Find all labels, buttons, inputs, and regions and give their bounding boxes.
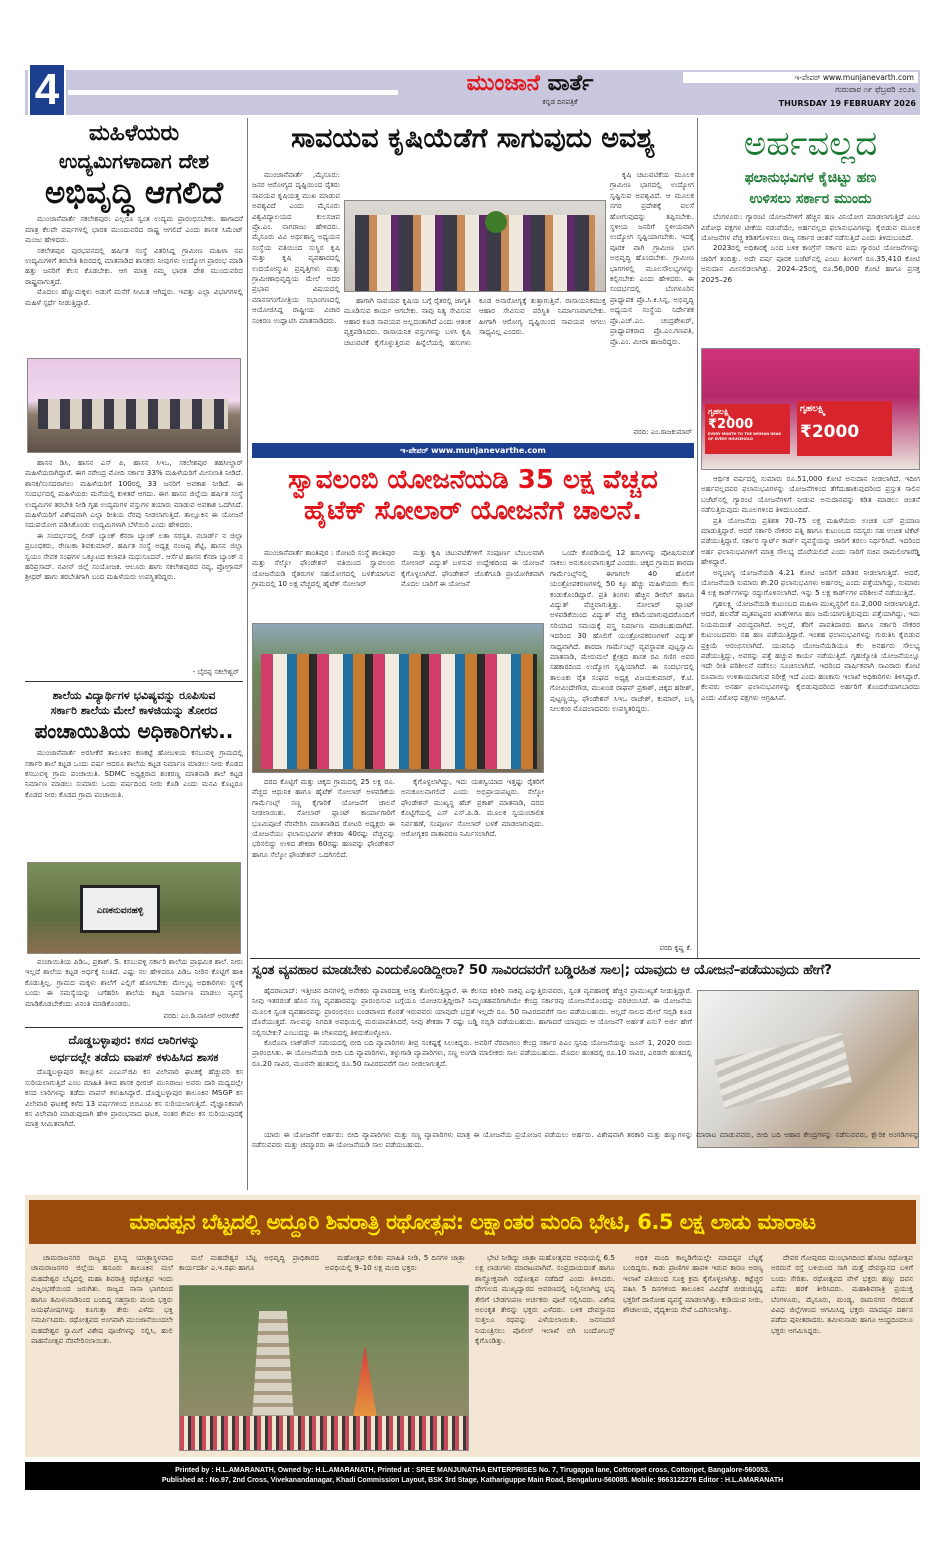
paragraph: ದೊಡ್ಡಬಳ್ಳಾಪುರ ತಾಲ್ಲೂಕಿನ ಎಂಎಸ್‌ಜಿಪಿ ಕಸ ವಿಲೇವಾರಿ ಘಟಕಕ್ಕೆ ಹೆಚ್ಚುವರಿ ಕಸ ಸುರಿಯಲಾಗುತ್ತಿದೆ ಎಂಬ ಮಾಹಿತಿ ತಿಳಿದ ಶಾಸಕ ಧೀರಜ್ ಮುನಿರಾಜು ಅವರು ದಾರಿ ಮಧ್ಯದಲ್ಲೇ ಕಸದ ಲಾರಿಗಳನ್ನು ತಡೆದು ವಾಪಸ್ ಕಳುಹಿಸಿದ್ದಾರೆ. ದೊಡ್ಡಬಳ್ಳಾಪುರ ತಾಲೂಕಿನ MSGP ಕಸ ವಿಲೇವಾರಿ ಘಟಕಕ್ಕೆ ಕಳೆದ 13 ವರ್ಷಗಳಿಂದ ಬಿಬಿಎಂಪಿ ಕಸ ಸುರಿಯಲಾಗುತ್ತಿದೆ. ವೈಜ್ಞಾನಿಕವಾಗಿ ಕಸ ವಿಲೇವಾರಿ ಮಾಡುವುದಾಗಿ ಹೇಳಿ ಪ್ರಾರಂಭವಾದ ಘಟಕ, ನಂತರ ಕೇವಲ ಕಸ ಸುರಿಯುವುದಕ್ಕೆ ಮಾತ್ರ ಸೀಮಿತವಾಗಿದೆ. bbox=[25, 1067, 243, 1129]
placard-title: ಗೃಹಲಕ್ಷ್ಮಿ bbox=[800, 404, 826, 414]
paragraph: ಮುಂಜಾನೆವಾರ್ತೆ ,ಮೈಸೂರು: ಜನರ ಆರೋಗ್ಯದ ದೃಷ್ಟಿಯಿಂದ ರೈತರು ಸಾವಯವ ಕೃಷಿಯತ್ತ ಮುಖ ಮಾಡುವ ಅವಶ್ಯವಿದೆ ಎಂದು ಮೈಸೂರು ವಿಶ್ವವಿದ್ಯಾಲಯದ ಕುಲಸಚಿವ ಪ್ರೊ.ಎಂ. ನಾಗರಾಜು ಹೇಳಿದರು. ಮೈಸೂರು ವಿವಿ ಅರ್ಥಶಾಸ್ತ್ರ ಅಧ್ಯಯನ ಸಂಸ್ಥೆಯ ವತಿಯಿಂದ ಸುಸ್ಥಿರ ಕೃಷಿ ಮತ್ತು ಕೃಷಿ ವ್ಯವಹಾರದಲ್ಲಿ ಉದಯೋನ್ಮುಖ ಪ್ರವೃತ್ತಿಗಳು ಮತ್ತು ಗ್ರಾಮೀಣಾಭಿವೃದ್ಧಿಯ ಮೇಲೆ ಅದರ ಪ್ರಭಾವ ವಿಷಯದಲ್ಲಿ ಮಾನಸಗಂಗೋತ್ರಿಯ ಸಭಾಂಗಣದಲ್ಲಿ ಆಯೋಜಿಸಿದ್ದ ರಾಷ್ಟ್ರೀಯ ವಿಚಾರ ಸಂಕಿರಣ ಉದ್ಘಾಟಿಸಿ ಮಾತನಾಡಿದರು. bbox=[252, 170, 340, 325]
column bbox=[252, 777, 395, 955]
masthead-strip bbox=[68, 90, 398, 95]
event-photo bbox=[27, 358, 241, 453]
article-solar bbox=[252, 460, 694, 956]
paragraph: ಅಧಿಕ ಮಂದಿ ಕಾಲ್ನಡಿಗೆಯಲ್ಲೇ ಮಾದಪ್ಪನ ಬೆಟ್ಟಕ್ಕೆ ಬಂದಿದ್ದರು. ಕಾಡು ಪ್ರಾಣಿಗಳ ಹಾವಳಿ ಇರುವ ಕಾರಣ ಅರಣ್ಯ ಇಲಾಖೆ ವತಿಯಿಂದ ಸೂಕ್ತ ಕ್ರಮ ಕೈಗೊಳ್ಳಲಾಗಿತ್ತು. ಕಟ್ಟೆಚ್ಚರ ವಹಿಸಿ 5 ದಿನಗಳಿಂದ ತಾಲೂಕಿನ ವಿವಿಧೆಡೆ ಬೀಡುಬಿಟ್ಟಿದ್ದ ಭಕ್ತರಿಗೆ ದಾಸೋಹ ವ್ಯವಸ್ಥೆ ಮಾಡಲಾಗಿತ್ತು. ಕುಡಿಯುವ ನೀರು, ಶೌಚಾಲಯ, ವೈದ್ಯಕೀಯ ಸೇವೆ ಒದಗಿಸಲಾಗಿತ್ತು. bbox=[623, 1253, 763, 1315]
column bbox=[252, 170, 340, 435]
gruhalakshmi-launch-photo bbox=[701, 348, 920, 470]
placard bbox=[705, 404, 790, 454]
paragraph: ಮೊದಲು ಹೆಣ್ಣುಮಕ್ಕಳು ಅಡುಗೆ ಮನೆಗೆ ಸೀಮಿತ ಆಗಿದ್ದರು. ಇವತ್ತು ಎಲ್ಲಾ ವಿಭಾಗಗಳಲ್ಲಿ ಮಹಿಳೆ ಸ್ಪರ್ಧೆ ನೀಡುತ್ತಿದ್ದಾರೆ. bbox=[25, 287, 243, 307]
solar-inauguration-photo bbox=[252, 623, 544, 773]
article-ineligible-beneficiaries bbox=[701, 118, 920, 956]
paragraph: ಪ್ರತಿ ಯೋಜನೆಯ ಪ್ರತಿಶತ 70–75 ಲಕ್ಷ ಮಹಿಳೆಯರು ಉಚಿತ ಬಸ್ ಪ್ರಯಾಣ ಮಾಡುತ್ತಿದ್ದಾರೆ. ಆದರೆ ಸರ್ಕಾರಿ ನೌಕರರ ಪತ್ನಿ ಹಾಗೂ ಕುಟುಂಬದ ಸದಸ್ಯರು ಸಹ ಉಚಿತ ಟಿಕೆಟ್ ಪಡೆಯುತ್ತಿದ್ದಾರೆ. ಸರ್ಕಾರ ಸ್ಮಾರ್ಟ್ ಕಾರ್ಡ್ ವ್ಯವಸ್ಥೆಯನ್ನು ಜಾರಿಗೆ ತರಲು ನಿರ್ಧರಿಸಿದೆ. ಇದರಿಂದ ಅರ್ಹ ಫಲಾನುಭವಿಗಳಿಗೆ ಮಾತ್ರ ಸೌಲಭ್ಯ ದೊರೆಯಲಿದೆ ಎಂದು ಸಾರಿಗೆ ಸಚಿವ ರಾಮಲಿಂಗಾರೆಡ್ಡಿ ಹೇಳಿದ್ದಾರೆ. bbox=[701, 515, 920, 567]
paragraph: ಬೆಂಗಳೂರು: ಗ್ಯಾರಂಟಿ ಯೋಜನೆಗಳಿಗೆ ಹೆಚ್ಚಿನ ಹಣ ವಿನಿಯೋಗ ಮಾಡಲಾಗುತ್ತಿದೆ ಎಂಬ ವಿರೋಧ ಪಕ್ಷಗಳ ಟೀಕೆಯ ನಡುವೆಯೇ, ಅರ್ಹವಲ್ಲದ ಫಲಾನುಭವಿಗಳನ್ನು ಕೈಬಿಡುವ ಮೂಲಕ ಯೋಜನೆಗಳ ವೆಚ್ಚ ಕಡಿತಗೊಳಿಸಲು ರಾಜ್ಯ ಸರ್ಕಾರ ಚಿಂತನೆ ನಡೆಸುತ್ತಿದೆ ಎಂದು ತಿಳಿದುಬಂದಿದೆ. bbox=[701, 212, 920, 242]
logo-black: ವಾರ್ತೆ bbox=[547, 71, 594, 96]
article-body-continued bbox=[701, 474, 920, 954]
placard bbox=[797, 401, 892, 456]
column bbox=[771, 1253, 913, 1451]
paragraph: ಕೈಗೊಳ್ಳಲಾಗಿದ್ದು, ಇದು ಯಶಸ್ವಿಯಾದ ಇತ್ತಷ್ಟು ರೈತರಿಗೆ ಅನುಕೂಲವಾಗಲಿದೆ ಎಂದು ಅಭಿಪ್ರಾಯಪಟ್ಟರು. ಸೆಲ್ಕೋ ಫೌಂಡೇಶನ್ ಮುಖ್ಯಸ್ಥ ಹೆಚ್ ಪ್ರಕಾಶ್ ಮಾತನಾಡಿ, ದರದ ಕೊಟ್ಟಿಗೆಯಲ್ಲಿ ಎಸ್ ಎಸ್.ಪಿ.ಡಿ. ಮೂಲಕ ಸ್ವಯಂಚಾಲಿತ ನಿರ್ವಹಣೆ, ಸಂಪೂರ್ಣ ಸೋಲಾರ್ ಬಳಕೆ ಮಾಡಲಾಗುವುದು. ಆರೋಗ್ಯಕರ ವಾತಾವರಣ ನಿರ್ಮಿಸಲಾಗಿದೆ. bbox=[401, 777, 544, 839]
sign-board: ಎಣಕನುವನಹಳ್ಳಿ bbox=[80, 885, 160, 933]
column bbox=[179, 1253, 319, 1283]
article-garbage-lorries bbox=[25, 1030, 243, 1190]
paragraph: ಒಂದೇ ಕೊಠಡಿಯಲ್ಲಿ 12 ಹಸುಗಳನ್ನು ಪೋಷಿಸುವಂತೆ ಸಾಕಲು ಅನುಕೂಲವಾಗುತ್ತದೆ ಎಂದರು. ಚಿಕ್ಕದ ಗ್ರಾಮದ ಶಾರದಾ ಗಾರ್ಮೆಂಟ್ಸ್‌ನಲ್ಲಿ ಈಗಾಗಲೇ 40 ಹೊಲಿಗೆ ಯಂತ್ರೋಪಕರಣಗಳಲ್ಲಿ 50 ಕ್ಕೂ ಹೆಚ್ಚು ಮಹಿಳೆಯರು ಕೆಲಸ ಕಂಡುಕೊಂಡಿದ್ದಾರೆ. ಪ್ರತಿ ತಿಂಗಳು ಹೆಚ್ಚಿನ ಡೀಸೆಲ್ ಹಾಗೂ ವಿದ್ಯುತ್ ವೆಚ್ಚವಾಗುತ್ತಿತ್ತು. ಸೋಲಾರ್ ಪ್ಲಾಂಟ್ ಅಳವಡಿಕೆಯಿಂದ ವಿದ್ಯುತ್ ವೆಚ್ಚ ಕಡಿಮೆಯಾಗುವುದರೊಂದಿಗೆ ಸರಿಯಾದ ಸಮಯಕ್ಕೆ ವಸ್ತ್ರ ನಿರ್ಮಾಣ ಮಾಡಬಹುದಾಗಿದೆ. ಇದರಿಂದ 30 ಹೊಲಿಗೆ ಯಂತ್ರೋಪಕರಣಗಳಿಗೆ ವಿದ್ಯುತ್ ಸಾಧ್ಯವಾಗಿದೆ. ಶಾರದಾ ಗಾರ್ಮೆಂಟ್ಸ್ ವ್ಯವಸ್ಥಾಪಕ ಪುಟ್ಟಸ್ವಾಮಿ ಮಾತನಾಡಿ, ಮೇರುಮಲೆ ಕ್ಷೇತ್ರದ ಶಾಸಕ ರವಿ ಗಣಿಗ ಅವರ ಸಹಕಾರದಿಂದ ಉದ್ಯೋಗ ಸೃಷ್ಟಿಯಾಗಿದೆ. ಈ ಸಂದರ್ಭದಲ್ಲಿ ತಾಲೂಕು ರೈತ ಸಂಘದ ಅಧ್ಯಕ್ಷ ವಿಜಯಕುಮಾರ್, ಕೆ.ಟಿ. ಗೋವಿಂದೇಗೌಡ, ಮುಖಂಡ ರಾಘವ್ ಪ್ರಕಾಶ್, ಚಿಕ್ಕದ ಹರೀಶ್, ಪುಟ್ಟಣ್ಣಯ್ಯ, ಫೌಂಡೇಶನ್ ಸಿಇಒ ರಾಜೇಶ್, ಕುಮಾರ್, ಬಸ್ಸಿ ನೀಲಕಂಠ ಮೊದಲಾದವರು ಉಪಸ್ಥಿತರಿದ್ದರು. bbox=[550, 548, 694, 714]
placard-subtitle: EVERY MONTH TO THE WOMAN HEAD OF EVERY HOUSEHOLD bbox=[708, 432, 782, 441]
paragraph: ಸಕಲೇಶಪುರ ಪುರಭವನದಲ್ಲಿ ಹರ್ಷಿತ ಸಂಸ್ಥೆ ವಿತರಿಸಿದ್ದ ಗ್ರಾಮೀಣ ಮಹಿಳಾ ನವ ಉದ್ಯಮಿಗಳಿಗೆ ತರಬೇತಿ ಶಿಬಿರದಲ್ಲಿ ಮಾತನಾಡಿದ ಶಾಸಕರು ನೀವುಗಳು ಉದ್ಯೋಗ ಪ್ರಾರಂಭ ಮಾಡಿ ಹತ್ತು ಜನರಿಗೆ ಕೆಲಸ ಕೊಡಬೇಕು. ಆಗ ಮಾತ್ರ ನಮ್ಮ ಭಾರತ ದೇಶ ಮುಂದುವರಿದ ರಾಷ್ಟ್ರವಾಗುತ್ತದೆ. bbox=[25, 245, 243, 286]
article-body bbox=[25, 1067, 243, 1177]
paragraph: ಮುಂಜಾನೆವಾರ್ತೆ ಅರಸೀಕೆರೆ ತಾಲೂಕಿನ ಕಣಕಟ್ಟೆ ಹೋಬಳಿಯ ಕಸಬುವಳ್ಳಿ ಗ್ರಾಮದಲ್ಲಿ ಸರ್ಕಾರಿ ಶಾಲೆ ಕಟ್ಟಡ ಒಂದು ವರ್ಷ ಆದರೂ ಶಾಲೆಯ ಕಟ್ಟಡ ನಿರ್ಮಾಣ ಮಾಡಲು ನೀರು ಕೊಡದ ಕಸಬುವಳ್ಳಿ ಗ್ರಾಮ ಪಂಚಾಯಿತಿ. SDMC ಅಧ್ಯಕ್ಷರಾದ ಶಂಕರಣ್ಣ ಮಾತನಾಡಿ ಶಾಲೆ ಕಟ್ಟಡ ನಿರ್ಮಾಣ ಮಾಡಲು ಸುಮಾರು ಒಂದು ವರ್ಷದಿಂದ ನೀರು ಕೊಡಿ ಎಂದು ಮನವಿ ಕೊಟ್ಟರೂ ಕೊಡದ ನೀರು ಕೊಡದ ಗ್ರಾಮ ಪಂಚಾಯಿತಿ. bbox=[25, 748, 243, 799]
paragraph: ಹೈದರಾಬಾದ್: ಇತ್ತೀಚಿನ ದಿನಗಳಲ್ಲಿ ಅನೇಕರು ವ್ಯಾಪಾರದತ್ತ ಆಸಕ್ತಿ ತೋರಿಸುತ್ತಿದ್ದಾರೆ. ಈ ಕೆಲಸದ ಕಿರಿಕಿರಿ ಸಾಕಪ್ಪ ಎನ್ನುತ್ತಿರುವವರು, ಸ್ವಂತ ವ್ಯವಹಾರಕ್ಕೆ ಹೆಚ್ಚಿನ ಪ್ರಾಮುಖ್ಯತೆ ನೀಡುತ್ತಿದ್ದಾರೆ. ನೀವು ಇತರರಂತೆ ಹೊಸ ಸಣ್ಣ ವ್ಯವಹಾರವನ್ನು ಪ್ರಾರಂಭಿಸುವ ಬಗ್ಗೆಯೂ ಯೋಚಿಸುತ್ತಿದ್ದೀರಾ? ನಿಮ್ಮಂತಹವರಿಗಾಗಿಯೇ ಕೇಂದ್ರ ಸರ್ಕಾರವು ಯೋಜನೆಯೊಂದನ್ನು ಪರಿಚಯಿಸಿದೆ. ಈ ಯೋಜನೆಯ ಮೂಲಕ ಸ್ವಂತ ವ್ಯವಹಾರವನ್ನು ಪ್ರಾರಂಭಿಸಲು ಬಂಡವಾಳದ ಕೊರತೆ ಇರುವವರು ಯಾವುದೇ ಭದ್ರತೆ ಇಲ್ಲದೇ ರೂ. 50 ಸಾವಿರದವರೆಗೆ ಸಾಲ ಪಡೆಯಬಹುದು. ಅಲ್ಲದೆ ಸಾಲದ ಮೇಲೆ ಸಬ್ಸಿಡಿ ಕೂಡ ದೊರೆಯುತ್ತದೆ. ಸಾಲವನ್ನು ನಿಗದಿತ ಅವಧಿಯಲ್ಲಿ ಮರುಪಾವತಿಸಿದರೆ, ನೀವು ಶೇಕಡಾ 7 ರಷ್ಟು ಬಡ್ಡಿ ಸಬ್ಸಿಡಿ ಪಡೆಯಬಹುದು. ಹಾಗಾದರೆ ಯಾವುದು ಆ ಯೋಜನೆ? ಅರ್ಹತೆ ಏನು? ಅರ್ಜಿ ಹೇಗೆ ಸಲ್ಲಿಸಬೇಕು? ಎಂಬುದನ್ನು ಈ ಲೇಖನದಲ್ಲಿ ತಿಳಿದುಕೊಳ್ಳೋಣ. bbox=[252, 986, 692, 1037]
paragraph: ಮತ್ತು ಕೃಷಿ ಚಟುವಟಿಕೆಗಳಿಗೆ ಸಂಪೂರ್ಣ ಬೆಂಬಲವಾಗಿ ಸೋಲಾರ್ ವಿದ್ಯುತ್ ಬಳಸುವ ಉದ್ದೇಶದಿಂದ ಈ ಯೋಜನೆ ಕೈಗೊಳ್ಳಲಾಗಿದೆ. ಫೌಂಡೇಶನ್ ಜೊತೆಗೂಡಿ ಪ್ರಾಯೋಗಿಕವಾಗಿ ಮೊದಲ ಬಾರಿಗೆ ಈ ಯೋಜನೆ bbox=[401, 548, 544, 589]
temple-chariot-photo bbox=[179, 1285, 469, 1451]
article-women-entrepreneurs bbox=[25, 118, 243, 678]
divider bbox=[25, 1027, 243, 1028]
dignitaries-planting-photo bbox=[344, 200, 606, 292]
headline-line3: ಅಭಿವೃದ್ಧಿ ಆಗಲಿದೆ bbox=[44, 175, 224, 212]
headline-line2: ಸರ್ಕಾರಿ ಶಾಲೆಯ ಮೇಲೆ ಕಾಳಜಿಯನ್ನು ತೋರದ bbox=[50, 704, 218, 718]
paragraph: ಆರ್ಥಿಕ ವರ್ಷದಲ್ಲಿ ಸುಮಾರು ರೂ.51,000 ಕೋಟಿ ಅನುದಾನ ನೀಡಲಾಗಿದೆ. ಇದೀಗ ಅರ್ಹವಲ್ಲದವರ ಫಲಾನುಭವಿಗಳನ್ನು ಯೋಜನೆಗಳಿಂದ ತೆಗೆದುಹಾಕುವುದರಿಂದ ಪ್ರಸ್ತುತ ಸಾಲಿನ ಬಜೆಟ್‌ನಲ್ಲಿ ಗ್ಯಾರಂಟಿ ಯೋಜನೆಗಳಿಗೆ ನೀಡುವ ಅನುದಾನವನ್ನು ಕಡಿತ ಮಾಡಲು ಚಿಂತನೆ ನಡೆಸುತ್ತಿರುವುದು ಮೂಲಗಳಿಂದ ತಿಳಿದುಬಂದಿದೆ. bbox=[701, 474, 920, 515]
headline-banner bbox=[29, 1200, 916, 1244]
epaper-url[interactable]: ಇ-ಪೇಪರ್ www.munjanevarth.com bbox=[683, 72, 918, 83]
headline-line3: ಪಂಚಾಯಿತಿಯ ಅಧಿಕಾರಿಗಳು.. bbox=[34, 719, 234, 744]
article-school bbox=[25, 684, 243, 1024]
column bbox=[475, 1253, 615, 1451]
paragraph: ಭೇಟಿ ನೀಡಿದ್ದು ಜಾತ್ರಾ ಮಹೋತ್ಸವದ ಅವಧಿಯಲ್ಲಿ 6.5 ಲಕ್ಷ ಲಾಡುಗಳು ಮಾರಾಟವಾಗಿವೆ. ಸಂಪ್ರದಾಯದಂತೆ ಹಾಗೂ ಶಾಸ್ತ್ರೋಕ್ತವಾಗಿ ರಥೋತ್ಸವ ನಡೆದಿದೆ ಎಂದು ತಿಳಿಸಿದರು. ದೇಗುಲದ ಮುಖ್ಯದ್ವಾರದ ಆವರಣದಲ್ಲಿ ನಿಲ್ಲಿಸಲಾಗಿದ್ದ ಭವ್ಯ ತೇರಿಗೆ ಬೇಡಗಂಪಣ ಅರ್ಚಕರು ಪೂಜೆ ಸಲ್ಲಿಸಿದರು. ವಿಶೇಷ ಅಲಂಕೃತ ತೇರನ್ನು ಭಕ್ತರು ಎಳೆದರು. ಬಳಿಕ ದೇವಸ್ಥಾನದ ಸುತ್ತಲೂ ರಥವನ್ನು ಎಳೆಯಲಾಯಿತು. ಜನಸಂದಣಿ ನಿಯಂತ್ರಿಸಲು ಪೊಲೀಸ್ ಇಲಾಖೆ ಬಿಗಿ ಬಂದೋಬಸ್ತ್ ಕೈಗೊಂಡಿತ್ತು. bbox=[475, 1253, 615, 1346]
column bbox=[344, 296, 606, 438]
page-number: 4 bbox=[34, 65, 60, 114]
byline: - ಬೈರಪ್ಪ ಸಕಲೇಶ್ವರ್ bbox=[192, 668, 239, 676]
imprint-footer bbox=[25, 1462, 920, 1490]
epaper-banner bbox=[252, 443, 694, 458]
headline: ಸ್ವಂತ ವ್ಯವಹಾರ ಮಾಡಬೇಕು ಎಂದುಕೊಂಡಿದ್ದೀರಾ? 50 ಸಾವಿರದವರೆಗೆ ಬಡ್ಡಿರಹಿತ ಸಾಲ|; ಯಾವುದು ಆ ಯೋಜನೆ–ಪಡೆಯುವುದು ಹೇಗೆ? bbox=[252, 962, 832, 978]
column bbox=[550, 548, 694, 948]
divider bbox=[250, 958, 920, 959]
article-organic-farming bbox=[252, 118, 694, 440]
logo bbox=[430, 70, 630, 115]
epaper-banner-text[interactable]: ಇ-ಪೇಪರ್ www.munjanevarthe.com bbox=[400, 446, 546, 455]
column bbox=[401, 548, 544, 620]
headline-line1: ಸ್ವಾವಲಂಬಿ ಯೋಜನೆಯಡಿ 35 ಲಕ್ಷ ವೆಚ್ಚದ bbox=[288, 465, 658, 495]
logo-subtitle: ಕನ್ನಡ ದಿನಪತ್ರಿಕೆ bbox=[542, 98, 578, 106]
byline: ವರದಿ: ಎಂ.ರಾಜಕುಮಾರ್ bbox=[633, 428, 692, 436]
placard-amount: ₹2000 bbox=[708, 417, 754, 432]
imprint-line-2: Published at : No.97, 2nd Cross, Vivekanandanagar, Khadi Commission Layout, BSK 3rd Stage, Kathariguppe Main Road, Bengaluru-560085. Mobile: 9663122276 Editor : H.L.AMARANATH bbox=[161, 1477, 784, 1484]
paragraph: ಮುಂಜಾನೆವಾರ್ತೆ ಶಾಂತಿಪುರ : ರೋಟರಿ ಸಂಸ್ಥೆ ಶಾಂತಿಪುರ ಮತ್ತು ಸೆಲ್ಕೋ ಫೌಂಡೇಶನ್ ವತಿಯಿಂದ ಸ್ವಾವಲಂಬಿ ಯೋಜನೆಯಡಿ ರೈತರುಗಳ ಸಹಯೋಗದಲ್ಲಿ ಬಳಕೆಯಾಗುವ ಗ್ರಾಮದಲ್ಲಿ 10 ಲಕ್ಷ ವೆಚ್ಚದಲ್ಲಿ ಹೈಟೆಕ್ ಸೋಲಾರ್ bbox=[252, 548, 395, 589]
date-english: THURSDAY 19 FEBRUARY 2026 bbox=[778, 99, 916, 108]
date-kannada: ಗುರುವಾರ ೧೯ ಫೆಬ್ರವರಿ ೨೦೨೬ bbox=[835, 85, 916, 94]
paragraph: ದೇವರ ಗೋಪುರದ ಮುಂಭಾಗದಿಂದ ಹೊರಟ ರಥೋತ್ಸವ ಅರಮನೆ ರಸ್ತೆ ಬಳಿಯಿಂದ ಸಾಗಿ ಮತ್ತೆ ದೇವಸ್ಥಾನದ ಬಳಿಗೆ ಬಂದು ಸೇರಿತು. ರಥೋತ್ಸವದ ವೇಳೆ ಭಕ್ತರು ಹಣ್ಣು ದವನ ಎಸೆದು ಹರಕೆ ತೀರಿಸಿದರು. ಮಹಾಶಿವರಾತ್ರಿ ಪ್ರಯುಕ್ತ ಬೆಂಗಳೂರು, ಮೈಸೂರು, ಮಂಡ್ಯ, ರಾಮನಗರ ಸೇರಿದಂತೆ ವಿವಿಧ ಜಿಲ್ಲೆಗಳಿಂದ ಆಗಮಿಸಿದ್ದ ಭಕ್ತರು ಮಾದಪ್ಪನ ದರ್ಶನ ಪಡೆದು ಪುನೀತರಾದರು. ತಮಿಳುನಾಡು ಹಾಗೂ ಆಂಧ್ರದಿಂದಲೂ ಭಕ್ತರು ಆಗಮಿಸಿದ್ದರು. bbox=[771, 1253, 913, 1335]
paragraph: ಈ ಸಂದರ್ಭದಲ್ಲಿ ಲೀಡ್ ಬ್ಯಾಂಕ್ ಕೆನರಾ ಬ್ಯಾಂಕ್ ಲತಾ ಸರಸ್ವತಿ. ನಬಾರ್ಡ್ ನ ಜಿಲ್ಲಾ ಪ್ರಬಂಧಕರು, ರೇಣುಕಾ ಶಿವಕುಮಾರ್. ಹರ್ಷಿತ ಸಂಸ್ಥೆ ಅಧ್ಯಕ್ಷ ನಂಜಪ್ಪ ಶೆಟ್ಟಿ, ಹಾಸನ ಜಿಲ್ಲಾ ಸ್ವಯಂ ಸೇವಕ ಸಂಘಗಳ ಒಕ್ಕೂಟದ ಕಲಾವತಿ ಮಧುಸೂದನ್. ಆರ್ಸೆಟಿ ಹಾಸನ ಕೆನರಾ ಬ್ಯಾಂಕ್ ನ ಹರಿಪ್ರಸಾದ್. ನವೀನ್ ಜಿಲ್ಲೆ ಸಂಯೋಜಕ. ಆಲೂರು ಹಾಗು ಸಕಲೇಶಪುರದ ನವ್ಯ, ಪ್ರೋಗ್ರಾಮ್ ಶ್ರೀಧರ್ ಹಾಗು ತರಬೇತಿಗಾಗಿ ಬಂದ ಮಹಿಳೆಯರು ಉಪಸ್ಥಿತರಿದ್ದರು. bbox=[25, 530, 243, 582]
paragraph: ಪಂಚಾಯಿತಿಯ ಪಿಡಿಒ, ಪ್ರಕಾಶ್. S. ಕಸಬುವಳ್ಳಿ ಸರ್ಕಾರಿ ಶಾಲೆಯ ಪ್ರಾಥಮಿಕ ಶಾಲೆ. ನೀರು ಇಲ್ಲದೆ ಶಾಲೆಯ ಕಟ್ಟಡ ಅರ್ಧಕ್ಕೆ ನಿಂತಿದೆ. ಎಷ್ಟು ಸಲ ಹೇಳಿದರೂ ಪಿಡಿಒ ನೀರಿನ ಕೊಟ್ಟಿಗೆ ಹಾಕಿ ಕೊಡುತ್ತಿಲ್ಲ. ಗ್ರಾಮದ ಮಕ್ಕಳು ಶಾಲೆಗೆ ಎಲ್ಲಿಗೆ ಹೋಗಬೇಕು ಮೇಲ್ಮಟ್ಟ ಅಧಿಕಾರಿಗಳು ಸ್ಥಳಕ್ಕೆ ಬಂದು ಈ ಸಮಸ್ಯೆಯನ್ನು ಬಗೆಹರಿಸಿ ಶಾಲೆಯ ಕಟ್ಟಡ ನಿರ್ಮಾಣ ಮಾಡಲು ವ್ಯವಸ್ಥೆ ಮಾಡಿಕೊಡಬೇಕೆಂದು ವಿನಂತಿ ಮಾಡಿಕೊಂಡರು. bbox=[25, 957, 243, 1008]
placard-title: ಗೃಹಲಕ್ಷ್ಮಿ bbox=[708, 407, 731, 416]
school-sign-photo bbox=[27, 862, 241, 954]
article-body-continued bbox=[252, 1130, 920, 1185]
paragraph: ಯಾರು ಈ ಯೋಜನೆಗೆ ಅರ್ಹರು: ಬೀದಿ ವ್ಯಾಪಾರಿಗಳು ಮತ್ತು ಸಣ್ಣ ವ್ಯಾಪಾರಿಗಳು ಮಾತ್ರ ಈ ಯೋಜನೆಯ ಪ್ರಯೋಜನ ಪಡೆಯಲು ಅರ್ಹರು. ವಿಶೇಷವಾಗಿ ತರಕಾರಿ ಮತ್ತು ಹಣ್ಣುಗಳನ್ನು ಮಾರಾಟ ಮಾಡುವವರು, ಬೀದಿ ಬದಿ ಆಹಾರ ಕೇಂದ್ರಗಳನ್ನು ನಡೆಸುವವರು, ಕ್ಷೌರಿಕ ಅಂಗಡಿಗಳನ್ನು ನಡೆಸುವವರು ಮತ್ತು ಚಮ್ಮಾರರು ಈ ಯೋಜನೆಯಡಿ ಸಾಲ ಪಡೆಯಬಹುದು. bbox=[252, 1130, 920, 1150]
headline: ಮಾದಪ್ಪನ ಬೆಟ್ಟದಲ್ಲಿ ಅದ್ದೂರಿ ಶಿವರಾತ್ರಿ ರಥೋತ್ಸವ: ಲಕ್ಷಾಂತರ ಮಂದಿ ಭೇಟಿ, 6.5 ಲಕ್ಷ ಲಾಡು ಮಾರಾಟ bbox=[129, 1210, 816, 1234]
logo-red: ಮುಂಜಾನೆ bbox=[466, 71, 540, 96]
headline-line3: ಉಳಿಸಲು ಸರ್ಕಾರ ಮುಂದು bbox=[749, 190, 872, 207]
column bbox=[401, 777, 544, 955]
paragraph: ಹಾಗಾಗಿ ಸಾವಯವ ಕೃಷಿಯ ಬಗ್ಗೆ ರೈತರಲ್ಲಿ ಜಾಗೃತಿ ಮೂಡಿಸುವ ಕಾರ್ಯ ಆಗಬೇಕು. ನಾವು ನಿತ್ಯ ಸೇವಿಸುವ ಆಹಾರ ಕೂಡ ಸಾವಯವ ಅಲ್ಲದಂತಾಗಿದೆ ಎಂದು ಆತಂಕ ವ್ಯಕ್ತಪಡಿಸಿದರು. ರಾಸಾಯನಿಕ ವಸ್ತುಗಳನ್ನು ಬಳಸಿ ಕೃಷಿ ಚಟುವಟಿಕೆ ಕೈಗೊಳ್ಳುತ್ತಿರುವ ಹಿನ್ನೆಲೆಯಲ್ಲಿ ಹಸುಗಳು ಕೂಡ ಅನಾರೋಗ್ಯಕ್ಕೆ ತುತ್ತಾಗುತ್ತಿವೆ. ರಾಸಾಯನಿಕಮುಕ್ತ ಆಹಾರ ಸೇವಿಸುವ ಪರಿಸ್ಥಿತಿ ನಿರ್ಮಾಣವಾಗಬೇಕು. ಹೀಗಾಗಿ ಆರೋಗ್ಯ ದೃಷ್ಟಿಯಿಂದ ಸಾವಯವ ಆಗಲು ಸಾಧ್ಯವಿಲ್ಲ ಎಂದರು. bbox=[344, 296, 606, 347]
placard-amount: ₹2000 bbox=[800, 422, 860, 442]
paragraph: ಮಹೋತ್ಸವ ಕುರಿತು ಮಾಹಿತಿ ನೀಡಿ, 5 ದಿನಗಳ ಜಾತ್ರಾ ಅವಧಿಯಲ್ಲಿ 9–10 ಲಕ್ಷ ಮಂದಿ ಭಕ್ತರು bbox=[325, 1253, 465, 1273]
currency-notes-photo bbox=[697, 990, 919, 1148]
headline-line2: ಉದ್ಯಮಿಗಳಾದಾಗ ದೇಶ bbox=[58, 149, 210, 174]
column bbox=[325, 1253, 465, 1283]
article-madappa-festival bbox=[25, 1195, 920, 1457]
headline: ಸಾವಯವ ಕೃಷಿಯೆಡೆಗೆ ಸಾಗುವುದು ಅವಶ್ಯ bbox=[291, 123, 655, 154]
paragraph: ಗೃಹಲಕ್ಷ್ಮಿ ಯೋಜನೆಯಡಿ ಕುಟುಂಬದ ಮಹಿಳಾ ಮುಖ್ಯಸ್ಥರಿಗೆ ರೂ.2,000 ನೀಡಲಾಗುತ್ತಿದೆ. ಆದರೆ, ಹಲವೆಡೆ ಮೃತಪಟ್ಟವರ ಖಾತೆಗಳಿಗೂ ಹಣ ಜಮೆಯಾಗುತ್ತಿರುವುದು ಪತ್ತೆಯಾಗಿದ್ದು, ಇದು ನಿಯಮದಂತೆ ವಿರುದ್ಧವಾಗಿದೆ. ಅಲ್ಲದೆ, ತೆರಿಗೆ ಪಾವತಿದಾರರು ಹಾಗೂ ಸರ್ಕಾರಿ ನೌಕರರ ಕುಟುಂಬದವರು ಸಹ ಹಣ ಪಡೆಯುತ್ತಿದ್ದಾರೆ. ಇಂತಹ ಫಲಾನುಭವಿಗಳನ್ನು ಗುರುತಿಸಿ ಕೈಬಿಡುವ ಪ್ರಕ್ರಿಯೆ ಆರಂಭಿಸಲಾಗಿದೆ. ಯುವನಿಧಿ ಯೋಜನೆಯಡಿಯೂ ಕೆಲ ಅನರ್ಹರು ಸೌಲಭ್ಯ ಪಡೆಯುತ್ತಿದ್ದು, ಅವರನ್ನು ಪತ್ತೆ ಹಚ್ಚುವ ಕಾರ್ಯ ನಡೆಯುತ್ತಿದೆ. ಗೃಹಜ್ಯೋತಿ ಯೋಜನೆಯಲ್ಲೂ ಇದೇ ರೀತಿ ಪರಿಶೀಲನೆ ನಡೆಸಲು ಸೂಚಿಸಲಾಗಿದೆ. ಇದರಿಂದ ವಾರ್ಷಿಕವಾಗಿ ಸಾವಿರಾರು ಕೋಟಿ ರೂಪಾಯಿ ಉಳಿತಾಯವಾಗುವ ನಿರೀಕ್ಷೆ ಇದೆ ಎಂದು ಹಣಕಾಸು ಇಲಾಖೆ ಅಧಿಕಾರಿಗಳು ತಿಳಿಸಿದ್ದಾರೆ. ಕೆಲವರು ಅನರ್ಹ ಫಲಾನುಭವಿಗಳನ್ನು ಕೈಬಿಡುವುದರಿಂದ ಅರ್ಹರಿಗೆ ತೊಂದರೆಯಾಗಬಾರದು ಎಂದು ವಿರೋಧ ಪಕ್ಷಗಳು ಆಗ್ರಹಿಸಿವೆ. bbox=[701, 598, 920, 702]
column bbox=[623, 1253, 763, 1451]
byline: ವರದಿ ಕೃಷ್ಣ ಕೆ. bbox=[659, 944, 692, 952]
paragraph: ಮುಂಜಾನೆವಾರ್ತೆ ಸಕಲೇಶಪುರ: ಎಲ್ಲರೂ ಸ್ವಂತ ಉದ್ಯಮ ಪ್ರಾರಂಭಿಸಬೇಕು. ಹಾಗಾದರೆ ಮಾತ್ರ ಕೆಲವೇ ವರ್ಷಗಳಲ್ಲಿ ಭಾರತ ಮುಂದುವರಿದ ರಾಷ್ಟ್ರ ಆಗಲಿದೆ ಎಂದು ಶಾಸಕ ಸಿಮೆಂಟ್ ಮಂಜು ಹೇಳಿದರು. bbox=[25, 214, 243, 245]
imprint-line-1: Printed by : H.L.AMARANATH, Owned by: H.L.AMARANATH, Printed at : SREE MANJUNATHA ENTERPRISES No. 7, Tirugappa lane, Cottonpet cross, Cottonpet, Bangalore-560053. bbox=[175, 1467, 770, 1474]
column bbox=[252, 548, 395, 620]
paragraph: 2023ರಲ್ಲಿ ಅಧಿಕಾರಕ್ಕೆ ಬಂದ ಬಳಿಕ ಕಾಂಗ್ರೆಸ್ ಸರ್ಕಾರ ಐದು ಗ್ಯಾರಂಟಿ ಯೋಜನೆಗಳನ್ನು ಜಾರಿಗೆ ತಂದಿತ್ತು. ಅದೇ ವರ್ಷ ಪೂರಕ ಬಜೆಟ್‌ನಲ್ಲಿ ಎಂಟು ತಿಂಗಳಿಗೆ ರೂ.35,410 ಕೋಟಿ ಅನುದಾನ ಮೀಸಲಿಡಲಾಗಿತ್ತು. 2024–25ರಲ್ಲಿ ರೂ.56,000 ಕೋಟಿ ಹಾಗೂ ಪ್ರಸಕ್ತ 2025–26 bbox=[701, 243, 920, 284]
article-body bbox=[25, 214, 243, 336]
article-interest-free-loan bbox=[252, 962, 920, 1190]
article-body bbox=[25, 748, 243, 838]
headline-line1: ದೊಡ್ಡಬಳ್ಳಾಪುರ: ಕಸದ ಲಾರಿಗಳನ್ನು bbox=[68, 1033, 200, 1047]
paragraph: ಅನ್ನಭಾಗ್ಯ ಯೋಜನೆಯಡಿ 4.21 ಕೋಟಿ ಜನರಿಗೆ ಪಡಿತರ ನೀಡಲಾಗುತ್ತಿದೆ. ಆದರೆ, ಯೋಜನೆಯಡಿ ಸುಮಾರು ಶೇ.20 ಫಲಾನುಭವಿಗಳು ಅರ್ಹರಲ್ಲ ಎಂದು ಪತ್ತೆಯಾಗಿದ್ದು, ಸುಮಾರು 4 ಲಕ್ಷ ಕಾರ್ಡ್‌ಗಳನ್ನು ರದ್ದುಗೊಳಿಸಲಾಗಿದೆ. ಇನ್ನು 5 ಲಕ್ಷ ಕಾರ್ಡ್‌ಗಳ ಪರಿಶೀಲನೆ ನಡೆಯುತ್ತಿದೆ. bbox=[701, 567, 920, 598]
page-number-box bbox=[28, 63, 66, 117]
headline-line1: ಅರ್ಹವಲ್ಲದ bbox=[743, 124, 878, 164]
byline: ವರದಿ: ಎಂ.ಡಿ.ನಾಸೀರ್ ಅರಸೀಕೆರೆ bbox=[163, 1012, 239, 1020]
column bbox=[610, 170, 694, 428]
column-divider bbox=[697, 118, 698, 958]
headline-line1: ಶಾಲೆಯ ವಿದ್ಯಾರ್ಥಿಗಳ ಭವಿಷ್ಯವನ್ನು ರೂಪಿಸುವ bbox=[52, 689, 216, 702]
column bbox=[31, 1253, 173, 1451]
paragraph: ಕೊರೊನಾ ಲಾಕ್‌ಡೌನ್ ಸಮಯದಲ್ಲಿ ಬೀದಿ ಬದಿ ವ್ಯಾಪಾರಿಗಳು ತೀವ್ರ ಸಂಕಷ್ಟಕ್ಕೆ ಸಿಲುಕಿದ್ದರು. ಅವರಿಗೆ ನೆರವಾಗಲು ಕೇಂದ್ರ ಸರ್ಕಾರ ಪಿಎಂ ಸ್ವನಿಧಿ ಯೋಜನೆಯನ್ನು ಜೂನ್ 1, 2020 ರಂದು ಪ್ರಾರಂಭಿಸಿತು. ಈ ಯೋಜನೆಯಡಿ ಬೀದಿ ಬದಿ ವ್ಯಾಪಾರಿಗಳು, ತಳ್ಳುಗಾಡಿ ವ್ಯಾಪಾರಿಗಳು, ಸಣ್ಣ ಅಂಗಡಿ ಮಾಲೀಕರು ಸಾಲ ಪಡೆಯಬಹುದು. ಮೊದಲ ಹಂತದಲ್ಲಿ ರೂ.10 ಸಾವಿರ, ಎರಡನೇ ಹಂತದಲ್ಲಿ ರೂ.20 ಸಾವಿರ, ಮೂರನೇ ಹಂತದಲ್ಲಿ ರೂ.50 ಸಾವಿರದವರೆಗೆ ಸಾಲ ನೀಡಲಾಗುತ್ತದೆ. bbox=[252, 1038, 692, 1068]
paragraph: ಹಾಸನ ಡಿಸಿ, ಹಾಸನ ಎಸ್ ಪಿ, ಹಾಸನ ಸಿಇಒ, ಸಕಲೇಶಪುರ ತಹಸೀಲ್ದಾರ್ ಮಹಿಳೆಯರಾಗಿದ್ದಾರೆ. ಈಗ ನರೇಂದ್ರ ಮೋದಿ ಸರ್ಕಾರ 33% ಮಹಿಳೆಯರಿಗೆ ಮೀಸಲಾತಿ ನೀಡಿದೆ. ಶಾಸಕ/ಸಂಸದರಾಗಲು ಮಹಿಳೆಯರಿಗೆ 100ರಲ್ಲಿ 33 ಜನರಿಗೆ ಅವಕಾಶ ನೀಡಿದೆ. ಈ ಸಂದರ್ಭದಲ್ಲಿ ಮಹಿಳೆಯರು ಮನೆಯಲ್ಲಿ ಕುಳಿತರೆ ಆಗದು. ಈಗ ಹಾಸನ ಜಿಲ್ಲೆಯ ಹರ್ಷಿತ ಸಂಸ್ಥೆ ಉದ್ಯಮಿಗಳ ತರಬೇತಿ ನೀಡಿ ಗೃಹ ಉದ್ಯಮಗಳ ವಸ್ತುಗಳ ತಯಾರು ಮಾಡುವ ಅವಕಾಶ ಒದಗಿಸಿದೆ. ಮಹಿಳೆಯರಿಗೆ ವಿಶೇಷವಾಗಿ ಎಲ್ಲಾ ರೀತಿಯ ನೆರವು ನೀಡಲಾಗುತ್ತಿದೆ. ತಾಲ್ಲೂಕಿನ ಈ ಯೋಜನೆ ಸದುಪಯೋಗ ಪಡಿಸಿಕೊಂಡು ಉದ್ಯಮಿಗಳಾಗಿ ಬೆಳೆಯಿರಿ ಎಂದು ಹೇಳಿದರು. bbox=[25, 458, 243, 530]
article-body bbox=[252, 986, 692, 1128]
divider bbox=[25, 681, 243, 682]
article-body bbox=[701, 212, 920, 327]
article-body-continued bbox=[25, 458, 243, 668]
paragraph: ಕೃಷಿ ಚಟುವಟಿಕೆಯ ಮೂಲಕ ಗ್ರಾಮೀಣ ಭಾಗದಲ್ಲಿ ಉದ್ಯೋಗ ಸೃಷ್ಟಿಸುವ ಅವಶ್ಯವಿದೆ. ಆ ಮೂಲಕ ನಗರ ಪ್ರದೇಶಕ್ಕೆ ವಲಸೆ ಹೋಗುವುದನ್ನು ತಪ್ಪಿಸಬೇಕು. ಸ್ಥಳೀಯ ಜನರಿಗೆ ಸ್ಥಳೀಯವಾಗಿ ಉದ್ಯೋಗ ಸೃಷ್ಟಿಯಾಗಬೇಕು. ಇದಕ್ಕೆ ಪೂರಕ ವಾಗಿ ಗ್ರಾಮೀಣ ಭಾಗ ಅಭಿವೃದ್ಧಿ ಹೊಂದಬೇಕು. ಗ್ರಾಮೀಣ ಭಾಗಗಳಲ್ಲಿ ಮೂಲಸೌಲಭ್ಯಗಳನ್ನು ಕಲ್ಪಿಸಬೇಕು ಎಂದು ಹೇಳಿದರು. ಈ ಸಂದರ್ಭದಲ್ಲಿ ಬೆಂಗಳೂರಿನ ಪ್ರಾಧ್ಯಾಪಕ ಪ್ರೊ.ಸಿ.ಕಿ.ಸಿನ್ನ, ಅಭಿವೃದ್ಧಿ ಅಧ್ಯಯನ ಸಂಸ್ಥೆಯ ನಿರ್ದೇಶಕ ಪ್ರೊ.ಎಚ್.ಎಂ. ಚಂದ್ರಶೇಖರ್, ಪ್ರಾಧ್ಯಾಪಕರಾದ ಪ್ರೊ.ಎಂ.ಗಣಪತಿ, ಪ್ರೊ.ಎಂ. ಮೀರಾ ಹಾಜರಿದ್ದರು. bbox=[610, 170, 694, 346]
column-divider bbox=[247, 118, 248, 1190]
paragraph: ಮಲೆ ಮಹದೇಶ್ವರ ಬೆಟ್ಟ ಅಭಿವೃದ್ಧಿ ಪ್ರಾಧಿಕಾರದ ಕಾರ್ಯದರ್ಶಿ ಎ.ಇ.ರಘು ಹಾಗೂ bbox=[179, 1253, 319, 1273]
headline-line2: ಹೈಟೆಕ್ ಸೋಲಾರ್ ಯೋಜನೆಗೆ ಚಾಲನೆ. bbox=[303, 495, 643, 526]
headline-line2: ಅರ್ಧದಲ್ಲೇ ತಡೆದು ವಾಪಸ್ ಕಳುಹಿಸಿದ ಶಾಸಕ bbox=[49, 1049, 219, 1064]
article-body-continued bbox=[25, 957, 243, 1013]
paragraph: ದರದ ಕೊಟ್ಟಿಗೆ ಮತ್ತು ಚಿಕ್ಕದ ಗ್ರಾಮದಲ್ಲಿ 25 ಲಕ್ಷ ರೂ. ವೆಚ್ಚದ ಆಧುನಿಕ ಹಾಗೂ ಹೈಟೆಕ್ ಸೋಲಾರ್ ಅಳವಡಿಕೆಯ ಗಾರ್ಮೆಂಟ್ಸ್ ಸಣ್ಣ ಕೈಗಾರಿಕೆ ಯೋಜನೆಗೆ ಚಾಲನೆ ನೀಡಲಾಯಿತು. ಸೋಲಾರ್ ಪ್ಲಾಂಟ್ ಕಾರ್ಯಾಗಾರಿಗೆ ಭೂಮಿಪೂಜೆ ನೆರವೇರಿಸಿ ಮಾತನಾಡಿದ ರೋಟರಿ ಅಧ್ಯಕ್ಷರು ಈ ಯೋಜನೆಯು ಫಲಾನುಭವಿಗಳ ಶೇಕಡಾ 40ರಷ್ಟು ವೆಚ್ಚವನ್ನು ಭರಿಸಲಿದ್ದು ಉಳಿದ ಶೇಕಡಾ 60ರಷ್ಟು ಹಣವನ್ನು ಫೌಂಡೇಶನ್ ಹಾಗೂ ಸೆಲ್ಕೋ ಫೌಂಡೇಶನ್ ಒದಗಿಸಲಿದೆ. bbox=[252, 777, 395, 859]
paragraph: ಚಾಮರಾಜನಗರ ರಾಜ್ಯದ ಪ್ರಸಿದ್ಧ ಯಾತ್ರಾಸ್ಥಳವಾದ ಚಾಮರಾಜನಗರ ಜಿಲ್ಲೆಯ ಹನೂರು ತಾಲೂಕಿನ ಮಲೆ ಮಹದೇಶ್ವರ ಬೆಟ್ಟದಲ್ಲಿ ಮಹಾ ಶಿವರಾತ್ರಿ ರಥೋತ್ಸವ ಇಂದು ವಿಜೃಂಭಣೆಯಿಂದ ಜರುಗಿತು. ರಾಜ್ಯದ ನಾನಾ ಭಾಗದಿಂದ ಹಾಗೂ ತಮಿಳುನಾಡಿನಿಂದ ಬಂದಿದ್ದ ಸಹಸ್ರಾರು ಮಂದಿ ಭಕ್ತರು ಜಯಘೋಷಗಳನ್ನು ಕೂಗುತ್ತಾ ತೇರು ಎಳೆದು ಭಕ್ತಿ ಸಮರ್ಪಿಸಿದರು. ರಥೋತ್ಸವದ ಅಂಗವಾಗಿ ಮುಂಜಾನೆಯಿಂದಲೇ ಮಹದೇಶ್ವರ ಸ್ವಾಮಿಗೆ ವಿಶೇಷ ಪೂಜೆಗಳನ್ನು ಸಲ್ಲಿಸಿ, ಹುಲಿ ವಾಹನೋತ್ಸವ ನೆರವೇರಿಸಲಾಯಿತು. bbox=[31, 1253, 173, 1346]
headline-line1: ಮಹಿಳೆಯರು bbox=[88, 121, 180, 146]
headline-line2: ಫಲಾನುಭವಿಗಳ ಕೈಚಿಟ್ಟು ಹಣ bbox=[744, 170, 877, 187]
